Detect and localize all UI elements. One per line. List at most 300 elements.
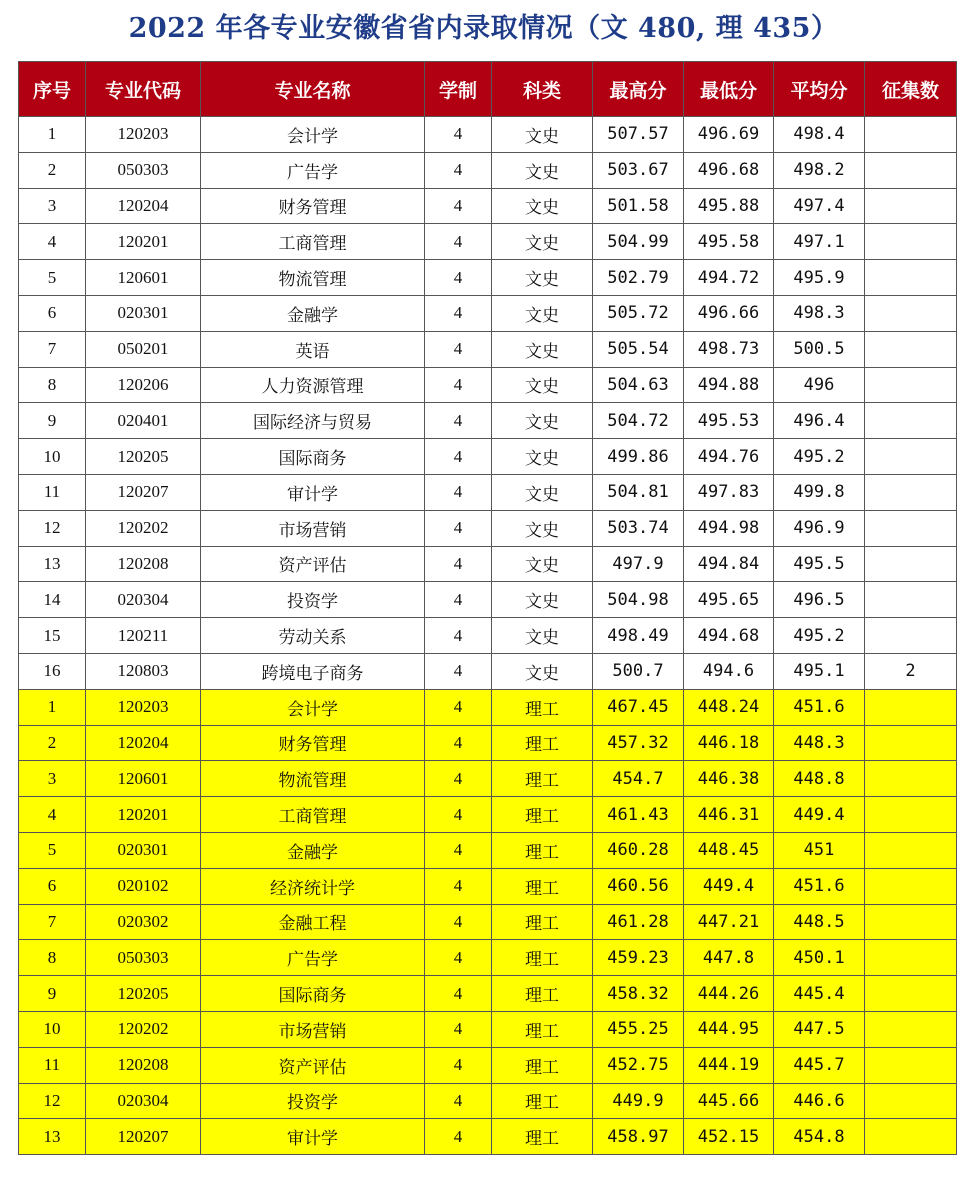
cell-avg-score: 448.5 <box>774 904 865 940</box>
cell-major-code: 120803 <box>86 653 201 689</box>
cell-min-score: 497.83 <box>684 474 774 510</box>
cell-avg-score: 445.4 <box>774 976 865 1012</box>
cell-min-score: 496.69 <box>684 117 774 153</box>
cell-major-code: 120201 <box>86 224 201 260</box>
cell-major-name: 国际商务 <box>201 439 425 475</box>
cell-supplement-count <box>865 1047 957 1083</box>
cell-years: 4 <box>425 797 492 833</box>
cell-major-name: 广告学 <box>201 152 425 188</box>
cell-index: 2 <box>19 152 86 188</box>
cell-avg-score: 499.8 <box>774 474 865 510</box>
cell-index: 1 <box>19 117 86 153</box>
cell-index: 12 <box>19 510 86 546</box>
cell-index: 11 <box>19 474 86 510</box>
cell-major-name: 市场营销 <box>201 510 425 546</box>
cell-supplement-count <box>865 152 957 188</box>
table-header-row <box>19 62 957 117</box>
cell-supplement-count <box>865 188 957 224</box>
table-row <box>19 403 957 439</box>
cell-min-score: 449.4 <box>684 868 774 904</box>
cell-supplement-count <box>865 117 957 153</box>
cell-avg-score: 500.5 <box>774 331 865 367</box>
cell-max-score: 504.99 <box>593 224 684 260</box>
cell-major-code: 120204 <box>86 725 201 761</box>
table-row <box>19 1011 957 1047</box>
cell-supplement-count <box>865 904 957 940</box>
cell-category: 文史 <box>492 653 593 689</box>
cell-avg-score: 496.4 <box>774 403 865 439</box>
cell-min-score: 495.65 <box>684 582 774 618</box>
cell-supplement-count <box>865 1011 957 1047</box>
cell-supplement-count <box>865 832 957 868</box>
cell-years: 4 <box>425 260 492 296</box>
table-row <box>19 976 957 1012</box>
cell-min-score: 496.66 <box>684 295 774 331</box>
cell-years: 4 <box>425 1011 492 1047</box>
admission-table <box>18 61 957 1155</box>
cell-major-code: 120601 <box>86 260 201 296</box>
table-row <box>19 510 957 546</box>
cell-major-code: 050303 <box>86 152 201 188</box>
cell-years: 4 <box>425 295 492 331</box>
cell-major-name: 国际经济与贸易 <box>201 403 425 439</box>
cell-avg-score: 495.9 <box>774 260 865 296</box>
cell-major-code: 120206 <box>86 367 201 403</box>
cell-supplement-count <box>865 331 957 367</box>
table-row <box>19 224 957 260</box>
cell-avg-score: 447.5 <box>774 1011 865 1047</box>
cell-supplement-count <box>865 976 957 1012</box>
table-row <box>19 1083 957 1119</box>
cell-major-name: 金融学 <box>201 295 425 331</box>
cell-major-name: 资产评估 <box>201 1047 425 1083</box>
cell-min-score: 494.98 <box>684 510 774 546</box>
table-row <box>19 1119 957 1155</box>
cell-supplement-count <box>865 761 957 797</box>
header-min-score: 最低分 <box>684 62 774 117</box>
cell-max-score: 505.72 <box>593 295 684 331</box>
cell-category: 文史 <box>492 295 593 331</box>
cell-index: 3 <box>19 761 86 797</box>
cell-index: 13 <box>19 1119 86 1155</box>
cell-avg-score: 445.7 <box>774 1047 865 1083</box>
cell-major-name: 资产评估 <box>201 546 425 582</box>
cell-max-score: 504.81 <box>593 474 684 510</box>
cell-category: 理工 <box>492 904 593 940</box>
cell-avg-score: 498.4 <box>774 117 865 153</box>
cell-category: 文史 <box>492 474 593 510</box>
cell-major-name: 工商管理 <box>201 797 425 833</box>
table-body <box>19 117 957 1155</box>
cell-major-name: 国际商务 <box>201 976 425 1012</box>
cell-years: 4 <box>425 582 492 618</box>
cell-index: 10 <box>19 439 86 475</box>
cell-max-score: 467.45 <box>593 689 684 725</box>
table-row <box>19 904 957 940</box>
cell-min-score: 448.24 <box>684 689 774 725</box>
table-row <box>19 868 957 904</box>
cell-supplement-count <box>865 260 957 296</box>
cell-max-score: 497.9 <box>593 546 684 582</box>
cell-max-score: 501.58 <box>593 188 684 224</box>
cell-min-score: 494.72 <box>684 260 774 296</box>
cell-avg-score: 454.8 <box>774 1119 865 1155</box>
cell-major-code: 120207 <box>86 1119 201 1155</box>
cell-supplement-count <box>865 940 957 976</box>
table-row <box>19 367 957 403</box>
cell-index: 7 <box>19 331 86 367</box>
cell-min-score: 446.38 <box>684 761 774 797</box>
cell-category: 理工 <box>492 1083 593 1119</box>
cell-avg-score: 497.1 <box>774 224 865 260</box>
cell-avg-score: 498.3 <box>774 295 865 331</box>
cell-supplement-count <box>865 224 957 260</box>
cell-min-score: 452.15 <box>684 1119 774 1155</box>
cell-category: 理工 <box>492 689 593 725</box>
cell-index: 12 <box>19 1083 86 1119</box>
cell-major-name: 经济统计学 <box>201 868 425 904</box>
cell-major-code: 020301 <box>86 832 201 868</box>
cell-major-name: 人力资源管理 <box>201 367 425 403</box>
cell-category: 文史 <box>492 546 593 582</box>
cell-avg-score: 449.4 <box>774 797 865 833</box>
cell-avg-score: 495.2 <box>774 618 865 654</box>
cell-major-code: 020301 <box>86 295 201 331</box>
cell-min-score: 444.19 <box>684 1047 774 1083</box>
cell-min-score: 495.58 <box>684 224 774 260</box>
cell-avg-score: 497.4 <box>774 188 865 224</box>
header-major-code: 专业代码 <box>86 62 201 117</box>
cell-max-score: 458.97 <box>593 1119 684 1155</box>
header-category: 科类 <box>492 62 593 117</box>
cell-major-code: 020304 <box>86 582 201 618</box>
cell-years: 4 <box>425 653 492 689</box>
table-row <box>19 1047 957 1083</box>
cell-index: 4 <box>19 224 86 260</box>
cell-years: 4 <box>425 689 492 725</box>
cell-major-name: 财务管理 <box>201 188 425 224</box>
cell-category: 理工 <box>492 1119 593 1155</box>
cell-major-code: 120203 <box>86 117 201 153</box>
cell-years: 4 <box>425 976 492 1012</box>
table-row <box>19 546 957 582</box>
cell-category: 文史 <box>492 331 593 367</box>
cell-major-name: 广告学 <box>201 940 425 976</box>
cell-supplement-count <box>865 797 957 833</box>
cell-min-score: 494.68 <box>684 618 774 654</box>
cell-major-name: 物流管理 <box>201 260 425 296</box>
header-index: 序号 <box>19 62 86 117</box>
cell-category: 理工 <box>492 1011 593 1047</box>
cell-supplement-count <box>865 510 957 546</box>
header-avg-score: 平均分 <box>774 62 865 117</box>
cell-avg-score: 448.3 <box>774 725 865 761</box>
cell-category: 理工 <box>492 868 593 904</box>
cell-max-score: 505.54 <box>593 331 684 367</box>
cell-supplement-count <box>865 1083 957 1119</box>
cell-max-score: 500.7 <box>593 653 684 689</box>
cell-major-code: 120207 <box>86 474 201 510</box>
cell-category: 文史 <box>492 439 593 475</box>
cell-min-score: 494.88 <box>684 367 774 403</box>
cell-max-score: 502.79 <box>593 260 684 296</box>
cell-min-score: 496.68 <box>684 152 774 188</box>
table-row <box>19 725 957 761</box>
cell-years: 4 <box>425 832 492 868</box>
cell-category: 文史 <box>492 510 593 546</box>
cell-supplement-count <box>865 546 957 582</box>
cell-major-name: 会计学 <box>201 117 425 153</box>
cell-max-score: 454.7 <box>593 761 684 797</box>
cell-avg-score: 495.1 <box>774 653 865 689</box>
cell-years: 4 <box>425 618 492 654</box>
cell-category: 文史 <box>492 224 593 260</box>
cell-avg-score: 451.6 <box>774 868 865 904</box>
table-row <box>19 188 957 224</box>
cell-index: 10 <box>19 1011 86 1047</box>
cell-index: 7 <box>19 904 86 940</box>
cell-min-score: 494.84 <box>684 546 774 582</box>
table-row <box>19 653 957 689</box>
cell-max-score: 504.72 <box>593 403 684 439</box>
cell-years: 4 <box>425 224 492 260</box>
cell-years: 4 <box>425 725 492 761</box>
cell-avg-score: 496.5 <box>774 582 865 618</box>
cell-major-name: 投资学 <box>201 1083 425 1119</box>
cell-avg-score: 498.2 <box>774 152 865 188</box>
cell-max-score: 461.28 <box>593 904 684 940</box>
cell-major-code: 120201 <box>86 797 201 833</box>
cell-years: 4 <box>425 474 492 510</box>
table-row <box>19 331 957 367</box>
cell-years: 4 <box>425 1119 492 1155</box>
cell-index: 15 <box>19 618 86 654</box>
cell-min-score: 448.45 <box>684 832 774 868</box>
cell-major-name: 劳动关系 <box>201 618 425 654</box>
header-years: 学制 <box>425 62 492 117</box>
cell-major-code: 020304 <box>86 1083 201 1119</box>
cell-avg-score: 495.5 <box>774 546 865 582</box>
cell-min-score: 447.8 <box>684 940 774 976</box>
cell-supplement-count <box>865 439 957 475</box>
cell-years: 4 <box>425 546 492 582</box>
cell-index: 5 <box>19 260 86 296</box>
cell-min-score: 445.66 <box>684 1083 774 1119</box>
cell-index: 13 <box>19 546 86 582</box>
cell-years: 4 <box>425 188 492 224</box>
cell-supplement-count <box>865 689 957 725</box>
cell-years: 4 <box>425 439 492 475</box>
cell-years: 4 <box>425 1047 492 1083</box>
cell-category: 文史 <box>492 618 593 654</box>
cell-major-code: 120203 <box>86 689 201 725</box>
cell-category: 文史 <box>492 188 593 224</box>
cell-major-name: 审计学 <box>201 474 425 510</box>
cell-index: 2 <box>19 725 86 761</box>
cell-major-code: 120208 <box>86 546 201 582</box>
cell-max-score: 455.25 <box>593 1011 684 1047</box>
cell-major-name: 物流管理 <box>201 761 425 797</box>
cell-avg-score: 448.8 <box>774 761 865 797</box>
cell-major-code: 020302 <box>86 904 201 940</box>
cell-max-score: 460.56 <box>593 868 684 904</box>
cell-category: 理工 <box>492 976 593 1012</box>
cell-avg-score: 495.2 <box>774 439 865 475</box>
cell-max-score: 504.63 <box>593 367 684 403</box>
cell-index: 8 <box>19 367 86 403</box>
cell-category: 文史 <box>492 117 593 153</box>
cell-supplement-count <box>865 474 957 510</box>
cell-category: 理工 <box>492 725 593 761</box>
cell-years: 4 <box>425 510 492 546</box>
cell-supplement-count <box>865 868 957 904</box>
header-supplement-count: 征集数 <box>865 62 957 117</box>
cell-max-score: 503.67 <box>593 152 684 188</box>
cell-supplement-count <box>865 403 957 439</box>
cell-years: 4 <box>425 367 492 403</box>
table-row <box>19 582 957 618</box>
cell-avg-score: 450.1 <box>774 940 865 976</box>
cell-category: 理工 <box>492 1047 593 1083</box>
table-row <box>19 439 957 475</box>
cell-category: 文史 <box>492 403 593 439</box>
cell-min-score: 494.6 <box>684 653 774 689</box>
table-row <box>19 797 957 833</box>
cell-major-name: 财务管理 <box>201 725 425 761</box>
cell-category: 理工 <box>492 761 593 797</box>
cell-years: 4 <box>425 868 492 904</box>
cell-major-code: 020401 <box>86 403 201 439</box>
cell-min-score: 446.31 <box>684 797 774 833</box>
cell-supplement-count <box>865 1119 957 1155</box>
cell-years: 4 <box>425 331 492 367</box>
cell-max-score: 504.98 <box>593 582 684 618</box>
cell-index: 4 <box>19 797 86 833</box>
cell-major-code: 120202 <box>86 510 201 546</box>
cell-max-score: 498.49 <box>593 618 684 654</box>
table-row <box>19 761 957 797</box>
cell-category: 理工 <box>492 797 593 833</box>
cell-index: 9 <box>19 976 86 1012</box>
cell-supplement-count: 2 <box>865 653 957 689</box>
cell-min-score: 495.53 <box>684 403 774 439</box>
cell-category: 文史 <box>492 367 593 403</box>
cell-major-code: 120204 <box>86 188 201 224</box>
cell-avg-score: 451 <box>774 832 865 868</box>
cell-index: 6 <box>19 295 86 331</box>
cell-max-score: 461.43 <box>593 797 684 833</box>
cell-major-code: 120208 <box>86 1047 201 1083</box>
cell-max-score: 460.28 <box>593 832 684 868</box>
cell-supplement-count <box>865 367 957 403</box>
cell-major-code: 120202 <box>86 1011 201 1047</box>
cell-major-name: 英语 <box>201 331 425 367</box>
cell-years: 4 <box>425 152 492 188</box>
cell-category: 理工 <box>492 832 593 868</box>
cell-major-name: 金融工程 <box>201 904 425 940</box>
cell-max-score: 499.86 <box>593 439 684 475</box>
cell-category: 文史 <box>492 260 593 296</box>
page-title: 2022 年各专业安徽省省内录取情况（文 480, 理 435） <box>128 13 839 44</box>
table-row <box>19 940 957 976</box>
cell-min-score: 494.76 <box>684 439 774 475</box>
header-major-name: 专业名称 <box>201 62 425 117</box>
cell-years: 4 <box>425 1083 492 1119</box>
table-row <box>19 260 957 296</box>
cell-min-score: 447.21 <box>684 904 774 940</box>
table-row <box>19 832 957 868</box>
table-row <box>19 474 957 510</box>
header-max-score: 最高分 <box>593 62 684 117</box>
cell-min-score: 498.73 <box>684 331 774 367</box>
cell-years: 4 <box>425 904 492 940</box>
cell-years: 4 <box>425 761 492 797</box>
cell-index: 6 <box>19 868 86 904</box>
cell-index: 14 <box>19 582 86 618</box>
cell-max-score: 459.23 <box>593 940 684 976</box>
cell-years: 4 <box>425 403 492 439</box>
cell-major-code: 050303 <box>86 940 201 976</box>
table-row <box>19 295 957 331</box>
cell-major-name: 会计学 <box>201 689 425 725</box>
cell-min-score: 446.18 <box>684 725 774 761</box>
cell-max-score: 452.75 <box>593 1047 684 1083</box>
cell-major-name: 审计学 <box>201 1119 425 1155</box>
cell-max-score: 449.9 <box>593 1083 684 1119</box>
cell-index: 11 <box>19 1047 86 1083</box>
cell-min-score: 444.95 <box>684 1011 774 1047</box>
cell-index: 9 <box>19 403 86 439</box>
cell-avg-score: 446.6 <box>774 1083 865 1119</box>
cell-supplement-count <box>865 618 957 654</box>
table-row <box>19 152 957 188</box>
cell-major-code: 020102 <box>86 868 201 904</box>
table-row <box>19 117 957 153</box>
cell-major-code: 120205 <box>86 439 201 475</box>
cell-major-code: 120601 <box>86 761 201 797</box>
table-row <box>19 618 957 654</box>
cell-avg-score: 496.9 <box>774 510 865 546</box>
table-row <box>19 689 957 725</box>
cell-max-score: 507.57 <box>593 117 684 153</box>
cell-category: 理工 <box>492 940 593 976</box>
cell-index: 5 <box>19 832 86 868</box>
cell-major-code: 120205 <box>86 976 201 1012</box>
cell-major-name: 投资学 <box>201 582 425 618</box>
cell-major-name: 工商管理 <box>201 224 425 260</box>
cell-category: 文史 <box>492 152 593 188</box>
cell-major-name: 跨境电子商务 <box>201 653 425 689</box>
cell-index: 8 <box>19 940 86 976</box>
cell-category: 文史 <box>492 582 593 618</box>
cell-supplement-count <box>865 295 957 331</box>
cell-index: 1 <box>19 689 86 725</box>
cell-major-name: 金融学 <box>201 832 425 868</box>
cell-max-score: 457.32 <box>593 725 684 761</box>
cell-major-code: 050201 <box>86 331 201 367</box>
cell-min-score: 444.26 <box>684 976 774 1012</box>
cell-major-name: 市场营销 <box>201 1011 425 1047</box>
cell-supplement-count <box>865 725 957 761</box>
cell-index: 16 <box>19 653 86 689</box>
cell-years: 4 <box>425 117 492 153</box>
cell-avg-score: 496 <box>774 367 865 403</box>
cell-index: 3 <box>19 188 86 224</box>
cell-major-code: 120211 <box>86 618 201 654</box>
cell-max-score: 458.32 <box>593 976 684 1012</box>
cell-max-score: 503.74 <box>593 510 684 546</box>
cell-min-score: 495.88 <box>684 188 774 224</box>
